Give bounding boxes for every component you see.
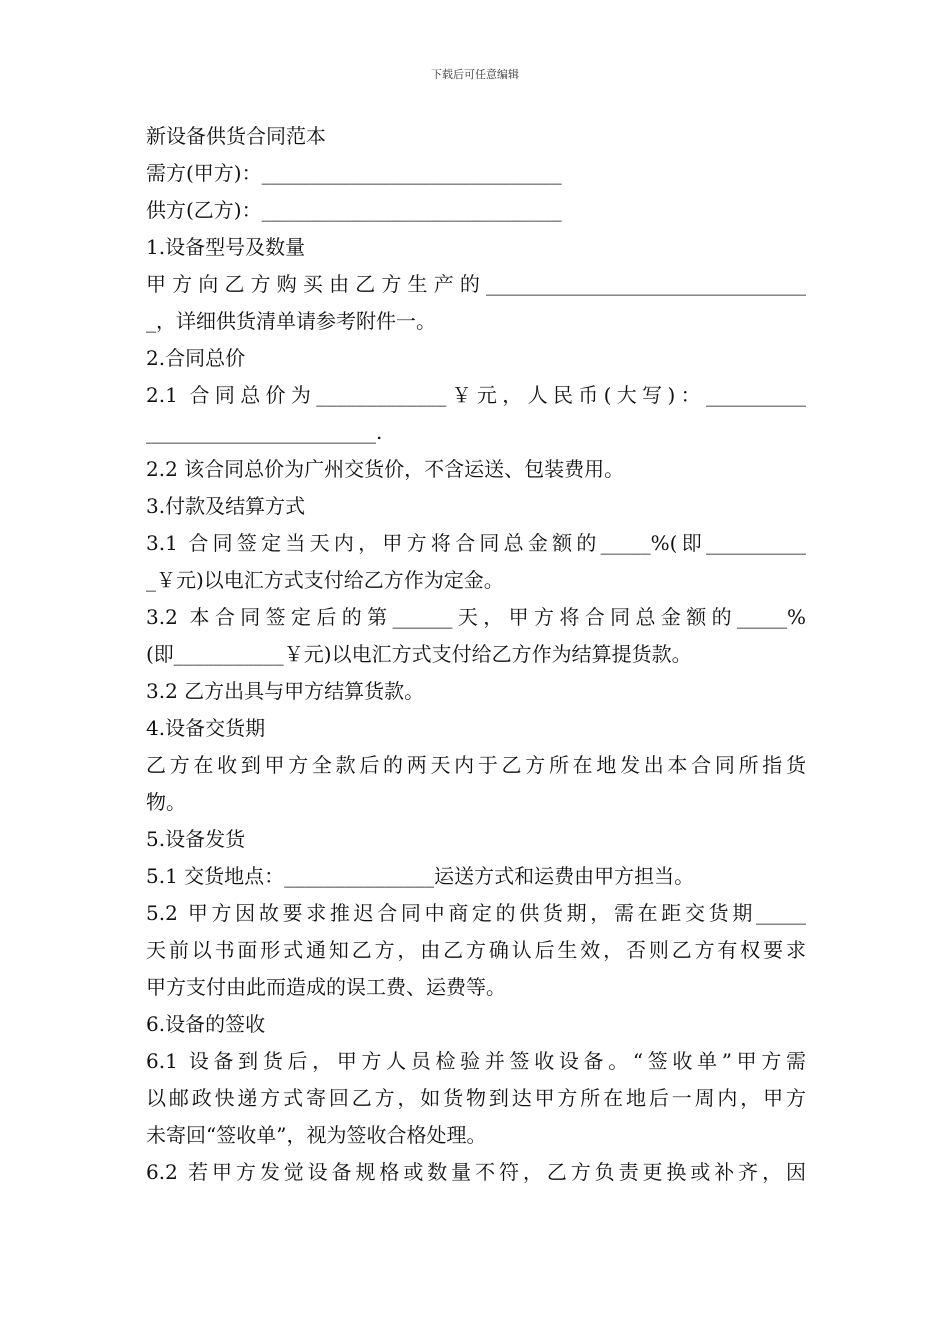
section-4-text: 乙方在收到甲方全款后的两天内于乙方所在地发出本合同所指货 xyxy=(146,753,806,777)
section-5-heading: 5.设备发货 xyxy=(146,827,246,851)
clause-2-2: 2.2 该合同总价为广州交货价，不含运送、包装费用。 xyxy=(146,457,625,481)
section-6-heading: 6.设备的签收 xyxy=(146,1012,266,1036)
clause-6-1: 6.1 设备到货后，甲方人员检验并签收设备。“签收单”甲方需 xyxy=(146,1049,806,1073)
section-2-heading: 2.合同总价 xyxy=(146,346,246,370)
clause-3-2-cont: (即___________￥元)以电汇方式支付给乙方作为结算提货款。 xyxy=(146,642,692,666)
clause-3-1-cont: _￥元)以电汇方式支付给乙方作为定金。 xyxy=(146,568,504,592)
buyer-party-field: 需方(甲方)：______________________________ xyxy=(146,161,562,185)
contract-body xyxy=(146,118,806,1191)
clause-5-1: 5.1 交货地点：_______________运送方式和运费由甲方担当。 xyxy=(146,864,695,888)
section-4-text-cont: 物。 xyxy=(146,790,186,814)
clause-5-2-end: 甲方支付由此而造成的误工费、运费等。 xyxy=(146,975,506,999)
supplier-party-field: 供方(乙方)：______________________________ xyxy=(146,198,562,222)
clause-5-2-cont: 天前以书面形式通知乙方，由乙方确认后生效，否则乙方有权要求 xyxy=(146,938,806,962)
clause-2-1-cont: _______________________. xyxy=(146,420,383,444)
section-1-heading: 1.设备型号及数量 xyxy=(146,235,306,259)
clause-6-1-end: 未寄回“签收单”，视为签收合格处理。 xyxy=(146,1123,487,1147)
section-3-heading: 3.付款及结算方式 xyxy=(146,494,306,518)
clause-2-1: 2.1 合同总价为_____________￥元，人民币(大写)：__________ xyxy=(146,383,806,407)
clause-6-2: 6.2 若甲方发觉设备规格或数量不符，乙方负责更换或补齐，因 xyxy=(146,1160,806,1184)
page-header-note: 下载后可任意编辑 xyxy=(431,68,519,81)
clause-3-2: 3.2 本合同签定后的第______天，甲方将合同总金额的_____% xyxy=(146,605,806,629)
clause-5-2: 5.2 甲方因故要求推迟合同中商定的供货期，需在距交货期_____ xyxy=(146,901,806,925)
clause-6-1-cont: 以邮政快递方式寄回乙方，如货物到达甲方所在地后一周内，甲方 xyxy=(146,1086,806,1110)
clause-3-1: 3.1 合同签定当天内，甲方将合同总金额的_____%(即__________ xyxy=(146,531,806,555)
section-4-heading: 4.设备交货期 xyxy=(146,716,266,740)
contract-title: 新设备供货合同范本 xyxy=(146,124,326,148)
section-1-text-cont: _，详细供货清单请参考附件一。 xyxy=(146,309,436,333)
section-1-text: 甲方向乙方购买由乙方生产的________________________________ xyxy=(146,272,806,296)
clause-3-2b: 3.2 乙方出具与甲方结算货款。 xyxy=(146,679,425,703)
